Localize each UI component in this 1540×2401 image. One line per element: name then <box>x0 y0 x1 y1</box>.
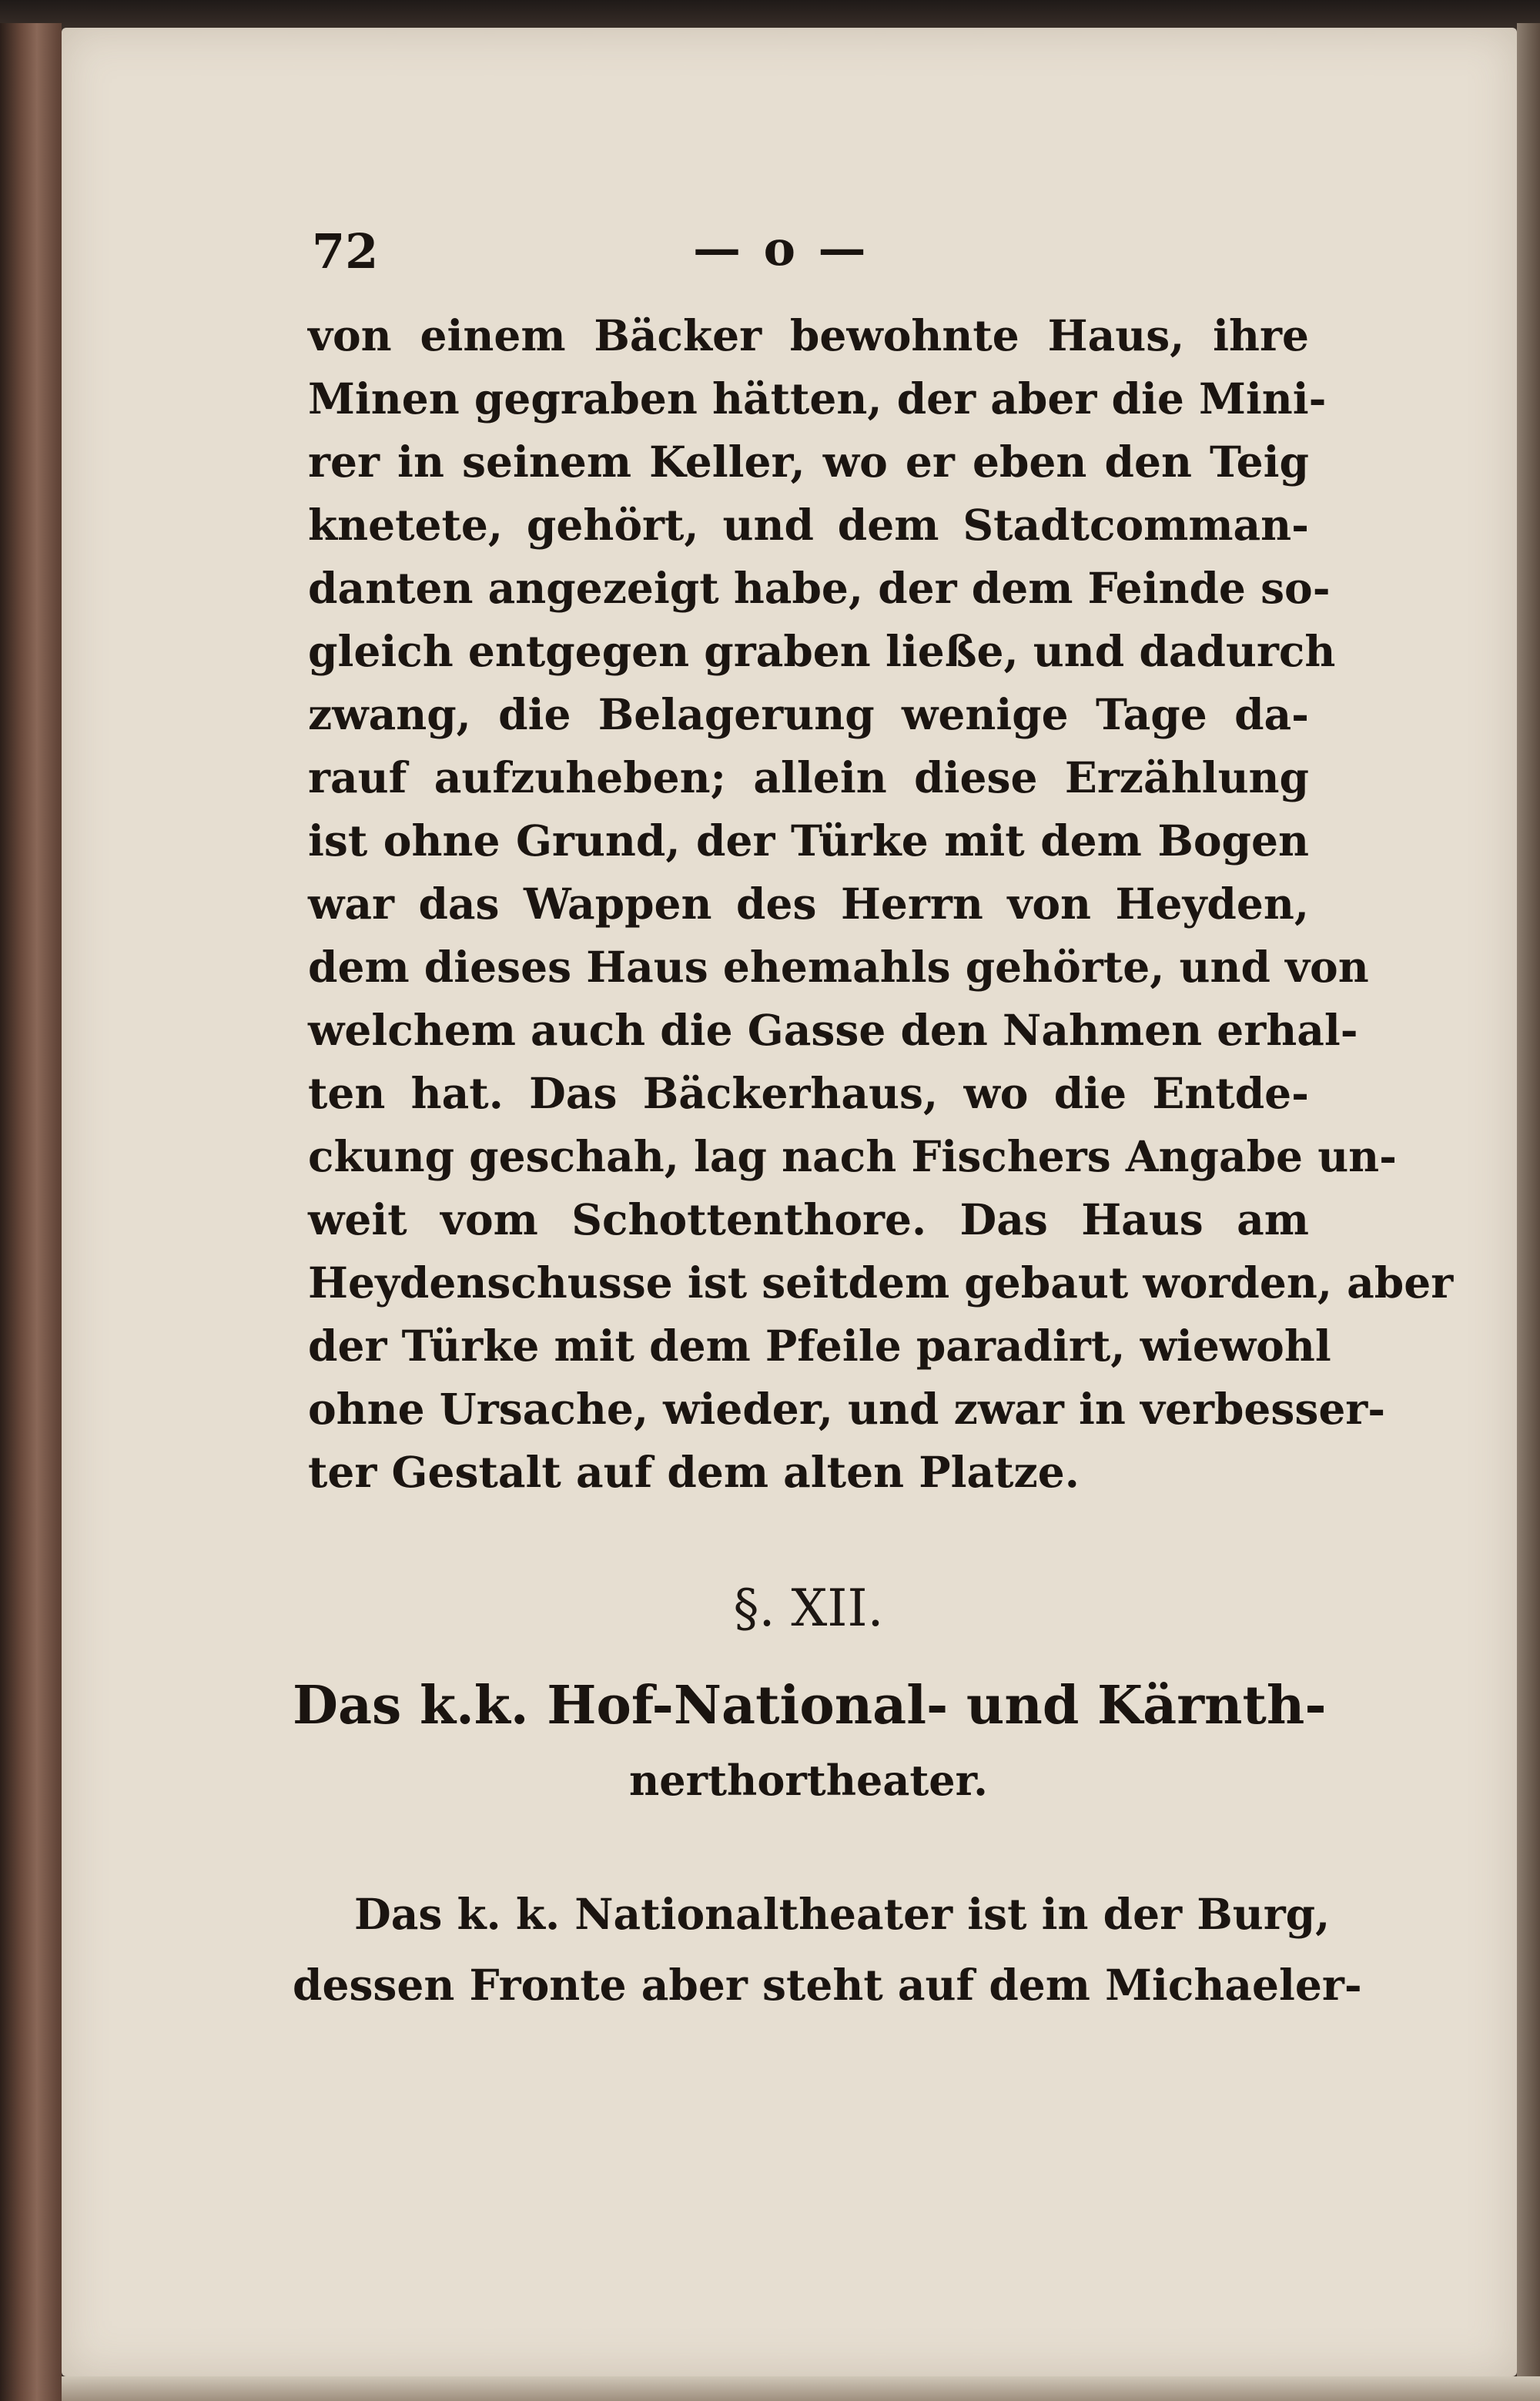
text-line: der Türke mit dem Pfeile paradirt, wiewohl <box>308 1321 1331 1371</box>
text-line: ter Gestalt auf dem alten Platze. <box>308 1447 1080 1497</box>
text-line: knetete, gehört, und dem Stadtcomman- <box>308 500 1309 550</box>
text-line: dessen Fronte aber steht auf dem Michaeler- <box>293 1960 1362 2010</box>
text-line: Das k. k. Nationaltheater ist in der Burg, <box>354 1889 1331 1939</box>
page-number: 72 <box>312 223 379 280</box>
page-bottom-edge <box>62 2376 1540 2401</box>
text-line: war das Wappen des Herrn von Heyden, <box>308 879 1309 929</box>
text-line: Heydenschusse ist seitdem gebaut worden, aber <box>308 1257 1454 1308</box>
text-line: zwang, die Belagerung wenige Tage da- <box>308 689 1309 739</box>
text-line: rauf aufzuheben; allein diese Erzählung <box>308 752 1309 802</box>
body-paragraph <box>308 304 1454 1504</box>
section-title: Das k.k. Hof-National- und Kärnth- <box>293 1675 1327 1736</box>
text-line: ckung geschah, lag nach Fischers Angabe un- <box>308 1131 1397 1181</box>
page-right-edge <box>1517 23 1540 2401</box>
book-spine-edge <box>0 23 62 2401</box>
text-line: ohne Ursache, wieder, und zwar in verbesser- <box>308 1384 1386 1434</box>
text-line: danten angezeigt habe, der dem Feinde so- <box>308 563 1331 613</box>
section-number: §. XII. <box>733 1579 884 1638</box>
text-line: dem dieses Haus ehemahls gehörte, und von <box>308 942 1369 992</box>
text-line: ist ohne Grund, der Türke mit dem Bogen <box>308 815 1309 866</box>
text-line: rer in seinem Keller, wo er eben den Teig <box>308 437 1309 487</box>
text-line: gleich entgegen graben ließe, und dadurch <box>308 626 1336 676</box>
section-title-continued: nerthortheater. <box>629 1756 988 1805</box>
text-line: von einem Bäcker bewohnte Haus, ihre <box>308 310 1309 360</box>
text-line: ten hat. Das Bäckerhaus, wo die Entde- <box>308 1068 1309 1118</box>
top-edge-shadow <box>0 0 1540 31</box>
text-line: Minen gegraben hätten, der aber die Mini- <box>308 373 1327 424</box>
section-paragraph <box>293 1879 1362 2021</box>
header-ornament: — o — <box>693 220 869 276</box>
running-head <box>308 220 1309 293</box>
text-line: weit vom Schottenthore. Das Haus am <box>308 1194 1309 1244</box>
text-line: welchem auch die Gasse den Nahmen erhal- <box>308 1005 1358 1055</box>
